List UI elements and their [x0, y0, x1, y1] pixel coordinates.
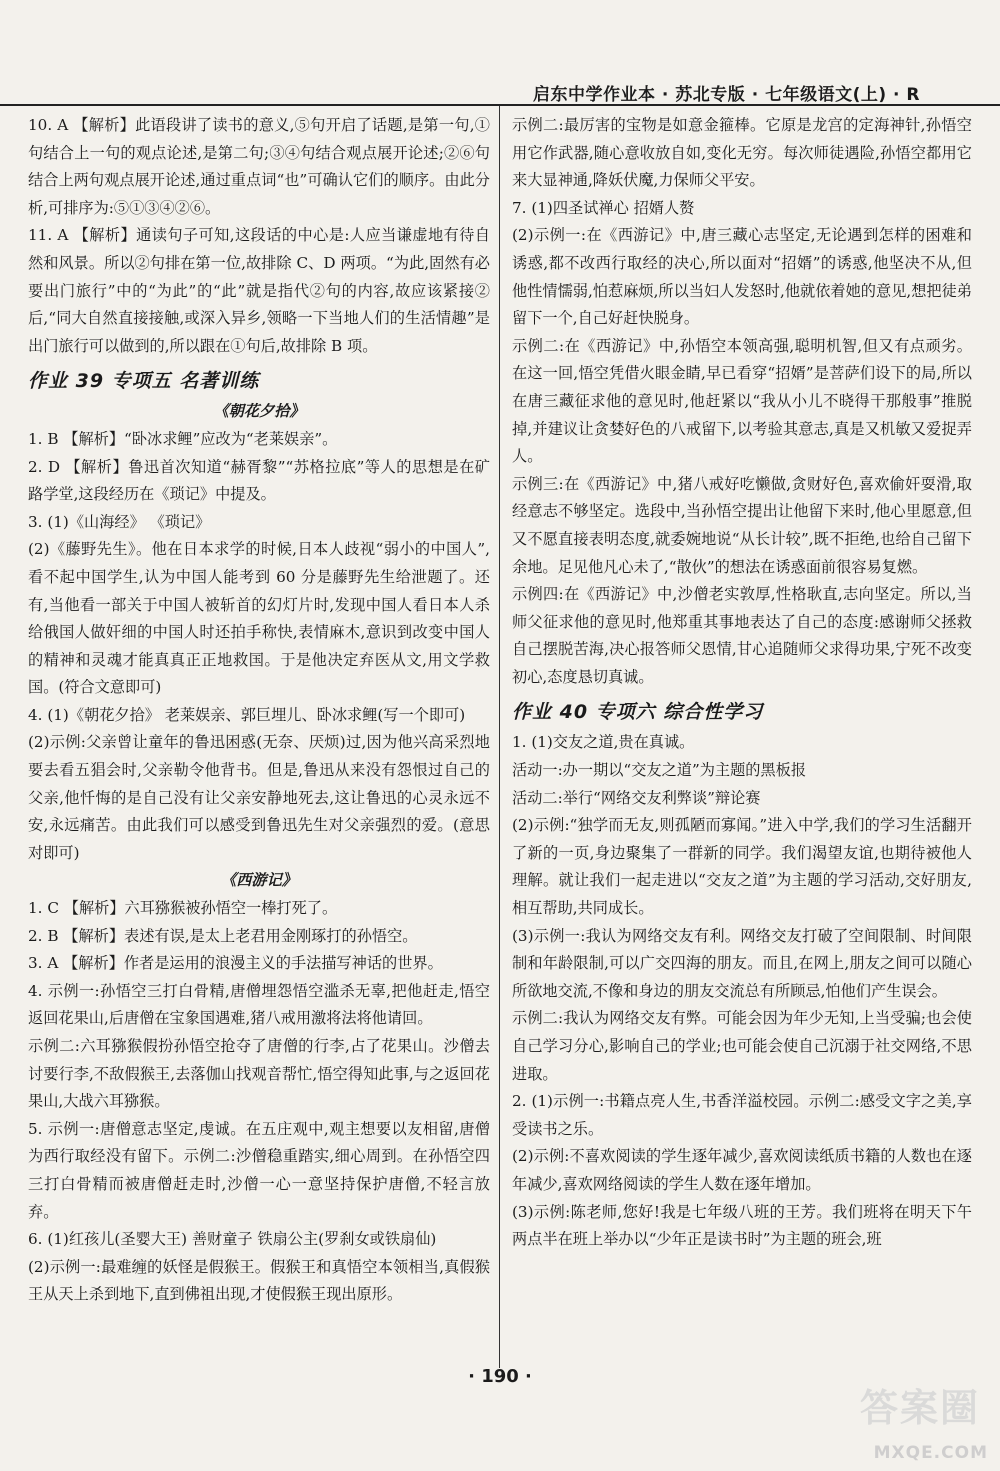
answer-paragraph: 活动二:举行“网络交友利弊谈”辩论赛	[512, 788, 761, 807]
answer-paragraph: 2. D 【解析】鲁迅首次知道“赫胥黎”“苏格拉底”等人的思想是在矿路学堂,这段经历在《琐记》中提及。	[28, 457, 490, 504]
answer-paragraph: 1. (1)交友之道,贵在真诚。	[512, 733, 695, 752]
header-title: 启东中学作业本 · 苏北专版 · 七年级语文(上) · R	[532, 85, 920, 105]
answer-paragraph: 4. (1)《朝花夕拾》 老莱娱亲、郭巨埋儿、卧冰求鲤(写一个即可)	[28, 705, 466, 724]
column-divider	[499, 106, 500, 1368]
watermark-logo	[842, 1367, 992, 1465]
answer-paragraph: (2)示例一:最难缠的妖怪是假猴王。假猴王和真悟空本领相当,真假猴王从天上杀到地下,直到佛祖出现,才使假猴王现出原形。	[28, 1257, 490, 1304]
section-heading: 作业 39 专项五 名著训练	[28, 370, 260, 393]
right-column	[512, 112, 972, 1254]
answer-paragraph: 1. C 【解析】六耳猕猴被孙悟空一棒打死了。	[28, 899, 338, 918]
answer-paragraph: 1. B 【解析】“卧冰求鲤”应改为“老莱娱亲”。	[28, 429, 338, 448]
answer-paragraph: (2)示例:不喜欢阅读的学生逐年减少,喜欢阅读纸质书籍的人数也在逐年减少,喜欢网络阅读的学生人数在逐年增加。	[512, 1147, 972, 1193]
section-heading: 作业 40 专项六 综合性学习	[512, 701, 764, 724]
answer-paragraph: 示例二:最厉害的宝物是如意金箍棒。它原是龙宫的定海神针,孙悟空用它作武器,随心意收放自如,变化无穷。每次师徒遇险,孙悟空都用它来大显神通,降妖伏魔,力保师父平安。	[512, 116, 972, 190]
header-rule	[0, 104, 1000, 106]
answer-paragraph: 示例二:在《西游记》中,孙悟空本领高强,聪明机智,但又有点顽劣。在这一回,悟空凭借火眼金睛,早已看穿“招婿”是菩萨们设下的局,所以在唐三藏征求他的意见时,他赶紧以“我从小儿不晓得干那般事”推脱掉,并建议让贪婪好色的八戒留下,以考验其意志,真是又机敏又爱捉弄人。	[512, 336, 972, 466]
answer-paragraph: 5. 示例一:唐僧意志坚定,虔诚。在五庄观中,观主想要以友相留,唐僧为西行取经没有留下。示例二:沙僧稳重踏实,细心周到。在孙悟空四三打白骨精而被唐僧赶走时,沙僧一心一意坚持保护唐僧,不轻言放弃。	[28, 1119, 490, 1221]
answer-paragraph: (2)示例一:在《西游记》中,唐三藏心志坚定,无论遇到怎样的困难和诱惑,都不改西行取经的决心,所以面对“招婿”的诱惑,他坚决不从,但他性情懦弱,怕惹麻烦,所以当妇人发怒时,他就依着她的意见,想把徒弟留下一个,自己好赶快脱身。	[512, 226, 972, 328]
answer-paragraph: 2. (1)示例一:书籍点亮人生,书香洋溢校园。示例二:感受文字之美,享受读书之乐。	[512, 1092, 972, 1138]
answer-paragraph: 3. A 【解析】作者是运用的浪漫主义的手法描写神话的世界。	[28, 954, 443, 973]
book-title: 《西游记》	[221, 871, 297, 890]
answer-paragraph: 示例二:六耳猕猴假扮孙悟空抢夺了唐僧的行李,占了花果山。沙僧去讨要行李,不敌假猴王,去落伽山找观音帮忙,悟空得知此事,与之返回花果山,大战六耳猕猴。	[28, 1037, 490, 1111]
left-column	[28, 112, 490, 1309]
answer-paragraph: 11. A 【解析】通读句子可知,这段话的中心是:人应当谦虚地有待自然和风景。所以②句排在第一位,故排除 C、D 两项。“为此,固然有必要出门旅行”中的“为此”的“此”就是指代②句的内容,故应该紧接②后,“同大自然直接接触,或深入异乡,领略一下当地人们的生活情趣”是出门旅行可以做到的,所以跟在①句后,故排除 B 项。	[28, 226, 490, 355]
watermark-url: MXQE.COM	[873, 1443, 988, 1463]
answer-paragraph: (2)示例:父亲曾让童年的鲁迅困惑(无奈、厌烦)过,因为他兴高采烈地要去看五猖会时,父亲勒令他背书。但是,鲁迅从来没有怨恨过自己的父亲,他忏悔的是自己没有让父亲安静地死去,这让鲁迅的心灵永远不安,永远痛苦。由此我们可以感受到鲁迅先生对父亲强烈的爱。(意思对即可)	[28, 733, 490, 862]
answer-paragraph: (2)示例:“独学而无友,则孤陋而寡闻。”进入中学,我们的学习生活翻开了新的一页,身边聚集了一群新的同学。我们渴望友谊,也期待被他人理解。就让我们一起走进以“交友之道”为主题的学习活动,交好朋友,相互帮助,共同成长。	[512, 816, 972, 918]
answer-paragraph: 示例四:在《西游记》中,沙僧老实敦厚,性格耿直,志向坚定。所以,当师父征求他的意见时,他郑重其事地表达了自己的态度:感谢师父拯救自己摆脱苦海,决心报答师父恩情,甘心追随师父求得功果,宁死不改变初心,态度恳切真诚。	[512, 585, 972, 686]
answer-paragraph: 2. B 【解析】表述有误,是太上老君用金刚琢打的孙悟空。	[28, 926, 418, 945]
answer-paragraph: 活动一:办一期以“交友之道”为主题的黑板报	[512, 761, 807, 780]
watermark-logo-text: 答案圈	[859, 1386, 980, 1430]
answer-paragraph: (3)示例一:我认为网络交友有利。网络交友打破了空间限制、时间限制和年龄限制,可以广交四海的朋友。而且,在网上,朋友之间可以随心所欲地交流,不像和身边的朋友交流总有所顾忌,怕他们产生误会。	[512, 926, 972, 1000]
book-title: 《朝花夕拾》	[213, 402, 305, 421]
page-number: · 190 ·	[468, 1366, 532, 1387]
answer-paragraph: 6. (1)红孩儿(圣婴大王) 善财童子 铁扇公主(罗刹女或铁扇仙)	[28, 1230, 437, 1249]
answer-paragraph: (3)示例:陈老师,您好!我是七年级八班的王芳。我们班将在明天下午两点半在班上举办以“少年正是读书时”为主题的班会,班	[512, 1202, 972, 1249]
answer-paragraph: 4. 示例一:孙悟空三打白骨精,唐僧埋怨悟空滥杀无辜,把他赶走,悟空返回花果山,后唐僧在宝象国遇难,猪八戒用激将法将他请回。	[28, 981, 490, 1028]
running-header	[0, 68, 1000, 108]
answer-paragraph: 7. (1)四圣试禅心 招婿人赘	[512, 198, 695, 217]
answer-paragraph: 3. (1)《山海经》 《琐记》	[28, 512, 211, 531]
answer-paragraph: (2)《藤野先生》。他在日本求学的时候,日本人歧视“弱小的中国人”,看不起中国学生,认为中国人能考到 60 分是藤野先生给泄题了。还有,当他看一部关于中国人被斩首的幻灯片时,发现中国人看日本人杀给俄国人做奸细的中国人时还拍手称快,表情麻木,意识到改变中国人的精神和灵魂才能真真正正地救国。于是他决定弃医从文,用文学救国。(符合文意即可)	[28, 540, 490, 697]
answer-paragraph: 10. A 【解析】此语段讲了读书的意义,⑤句开启了话题,是第一句,①句结合上一句的观点论述,是第二句;③④句结合观点展开论述;②⑥句结合上两句观点展开论述,通过重点词“也”可确认它们的顺序。由此分析,可排序为:⑤①③④②⑥。	[28, 116, 490, 217]
answer-paragraph: 示例三:在《西游记》中,猪八戒好吃懒做,贪财好色,喜欢偷奸耍滑,取经意志不够坚定。选段中,当孙悟空提出让他留下来时,他心里愿意,但又不愿直接表明态度,就委婉地说“从长计较”,既不拒绝,也给自己留下余地。足见他凡心未了,“散伙”的想法在诱惑面前很容易复燃。	[512, 474, 972, 576]
answer-paragraph: 示例二:我认为网络交友有弊。可能会因为年少无知,上当受骗;也会使自己学习分心,影响自己的学业;也可能会使自己沉溺于社交网络,不思进取。	[512, 1009, 972, 1083]
